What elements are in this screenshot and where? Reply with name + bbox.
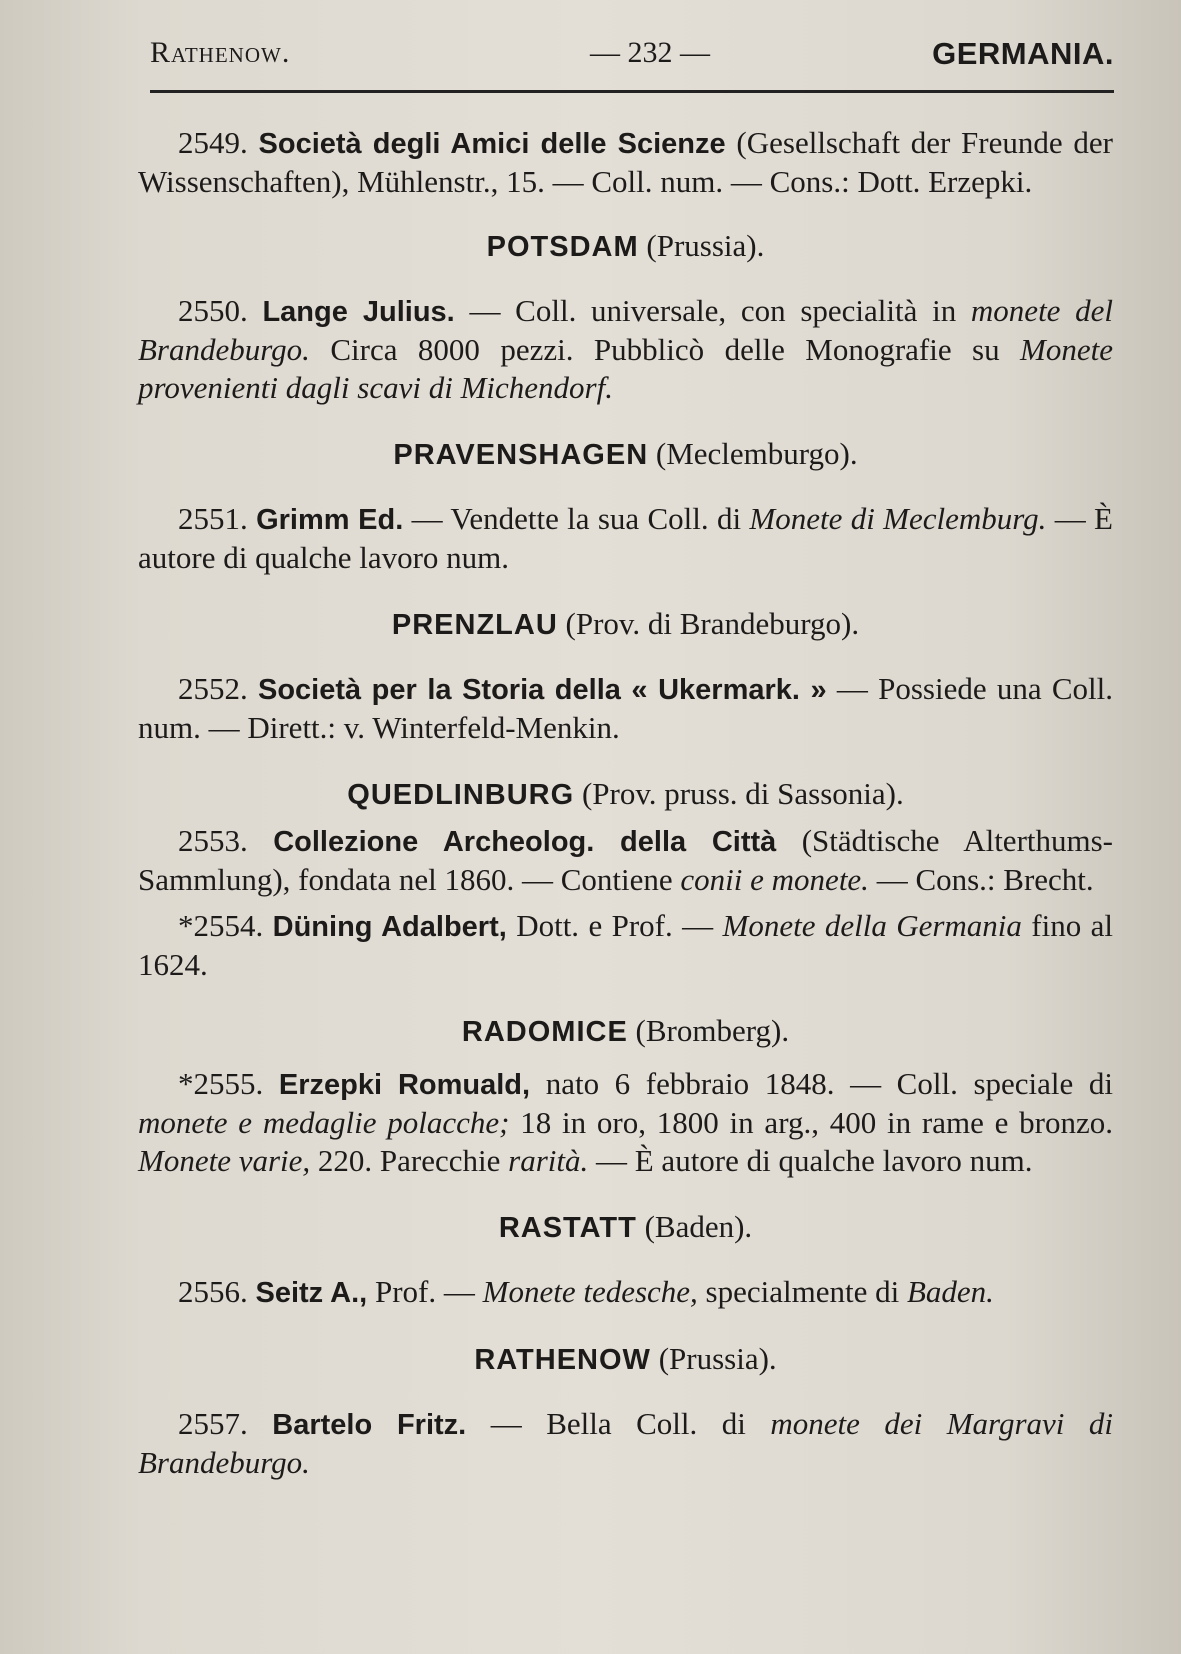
place-heading-potsdam [138, 227, 1113, 266]
entry-text: — Coll. universale, con specialità in [454, 293, 971, 328]
entry-text: — Vendette la sua Coll. di [403, 501, 750, 536]
entry-2555 [138, 1065, 1113, 1180]
entry-2549 [138, 124, 1113, 201]
place-heading-pravenshagen [138, 435, 1113, 474]
entry-number: 2551. [178, 501, 248, 536]
city-name: RATHENOW [474, 1344, 651, 1376]
entry-name: Erzepki Romuald, [278, 1069, 531, 1101]
region-name: (Prov. di Brandeburgo). [557, 606, 860, 641]
entry-number: 2549. [178, 125, 248, 160]
entry-text: Prof. — [367, 1274, 483, 1309]
place-heading-quedlinburg [138, 775, 1113, 814]
region-name: (Bromberg). [627, 1013, 790, 1048]
entry-text: 220. Parecchie [310, 1143, 509, 1178]
entry-italic-title: Monete di Meclemburg. [749, 501, 1047, 536]
entry-text: nato 6 febbraio 1848. — Coll. speciale di [530, 1066, 1114, 1101]
city-name: PRENZLAU [391, 609, 558, 641]
region-name: (Prussia). [638, 228, 765, 263]
entry-italic-title: monete e medaglie polacche; [138, 1105, 510, 1140]
city-name: POTSDAM [486, 231, 639, 263]
entry-italic-title: Baden. [906, 1274, 994, 1309]
entry-text: specialmente di [697, 1274, 907, 1309]
entry-text: (Städtische Alterthums-Sammlung), fondata nel 1860. — Contiene [138, 823, 1114, 897]
city-name: RASTATT [498, 1212, 637, 1244]
entry-2550 [138, 292, 1113, 407]
header-rule [150, 90, 1114, 93]
entry-text: 18 in oro, 1800 in arg., 400 in rame e bronzo. [509, 1105, 1114, 1140]
header-country: GERMANIA. [932, 36, 1114, 71]
entry-text: — È autore di qualche lavoro num. [138, 501, 1113, 575]
entry-text: — È autore di qualche lavoro num. [588, 1143, 1033, 1178]
entry-2553 [138, 822, 1113, 899]
entry-2557 [138, 1405, 1113, 1482]
entry-name: Lange Julius. [262, 296, 455, 328]
entry-number: 2553. [178, 823, 248, 858]
city-name: PRAVENSHAGEN [393, 439, 649, 471]
entry-italic-title: rarità. [508, 1143, 589, 1178]
entry-name: Düning Adalbert, [272, 911, 507, 943]
entry-italic-title: Monete provenienti dagli scavi di Michendorf. [138, 332, 1113, 405]
region-name: (Prussia). [650, 1341, 777, 1376]
entry-name: Bartelo Fritz. [272, 1409, 467, 1441]
region-name: (Meclemburgo). [648, 436, 858, 471]
entry-text: fino al 1624. [138, 908, 1113, 982]
entry-text: — Cons.: Brecht. [868, 862, 1094, 897]
place-heading-rathenow [138, 1340, 1113, 1379]
page-content [138, 124, 1113, 1482]
page-number: — 232 — [590, 36, 710, 69]
entry-italic-title: Monete della Germania [722, 908, 1022, 943]
entry-number: *2555. [178, 1066, 264, 1101]
entry-number: 2550. [178, 293, 248, 328]
place-heading-rastatt [138, 1208, 1113, 1247]
entry-text: — Bella Coll. di [466, 1406, 771, 1441]
entry-name: Collezione Archeolog. della Città [273, 826, 777, 858]
entry-italic-title: Monete varie, [138, 1143, 311, 1178]
entry-text: — Possiede una Coll. num. — Dirett.: v. Winterfeld-Menkin. [138, 671, 1113, 745]
entry-italic-title: conii e monete. [680, 862, 869, 897]
city-name: RADOMICE [461, 1016, 628, 1048]
entry-name: Società degli Amici delle Scienze [258, 128, 726, 160]
entry-name: Seitz A., [255, 1277, 368, 1309]
entry-text: Circa 8000 pezzi. Pubblicò delle Monografie su [309, 332, 1021, 367]
place-heading-prenzlau [138, 605, 1113, 644]
entry-italic-title: monete dei Margravi di Brandeburgo. [138, 1406, 1113, 1480]
entry-2556 [138, 1273, 1113, 1312]
entry-2554 [138, 907, 1113, 984]
entry-italic-title: monete del Brandeburgo. [138, 293, 1114, 367]
region-name: (Prov. pruss. di Sassonia). [574, 776, 904, 811]
entry-number: 2552. [178, 671, 248, 706]
entry-name: Grimm Ed. [256, 504, 404, 536]
place-heading-radomice [138, 1012, 1113, 1051]
entry-text: (Gesellschaft der Freunde der Wissenschaften), Mühlenstr., 15. — Coll. num. — Cons.: Dott. Erzepki. [138, 125, 1113, 199]
entry-name: Società per la Storia della « Ukermark. » [257, 674, 827, 706]
entry-number: *2554. [178, 908, 264, 943]
city-name: QUEDLINBURG [347, 779, 575, 811]
entry-number: 2557. [178, 1406, 248, 1441]
entry-2552 [138, 670, 1113, 747]
header-place-name: Rathenow. [150, 36, 291, 69]
entry-italic-title: Monete tedesche, [482, 1274, 698, 1309]
entry-2551 [138, 500, 1113, 577]
entry-number: 2556. [178, 1274, 248, 1309]
running-header [150, 36, 1114, 80]
region-name: (Baden). [636, 1209, 753, 1244]
entry-text: Dott. e Prof. — [506, 908, 723, 943]
